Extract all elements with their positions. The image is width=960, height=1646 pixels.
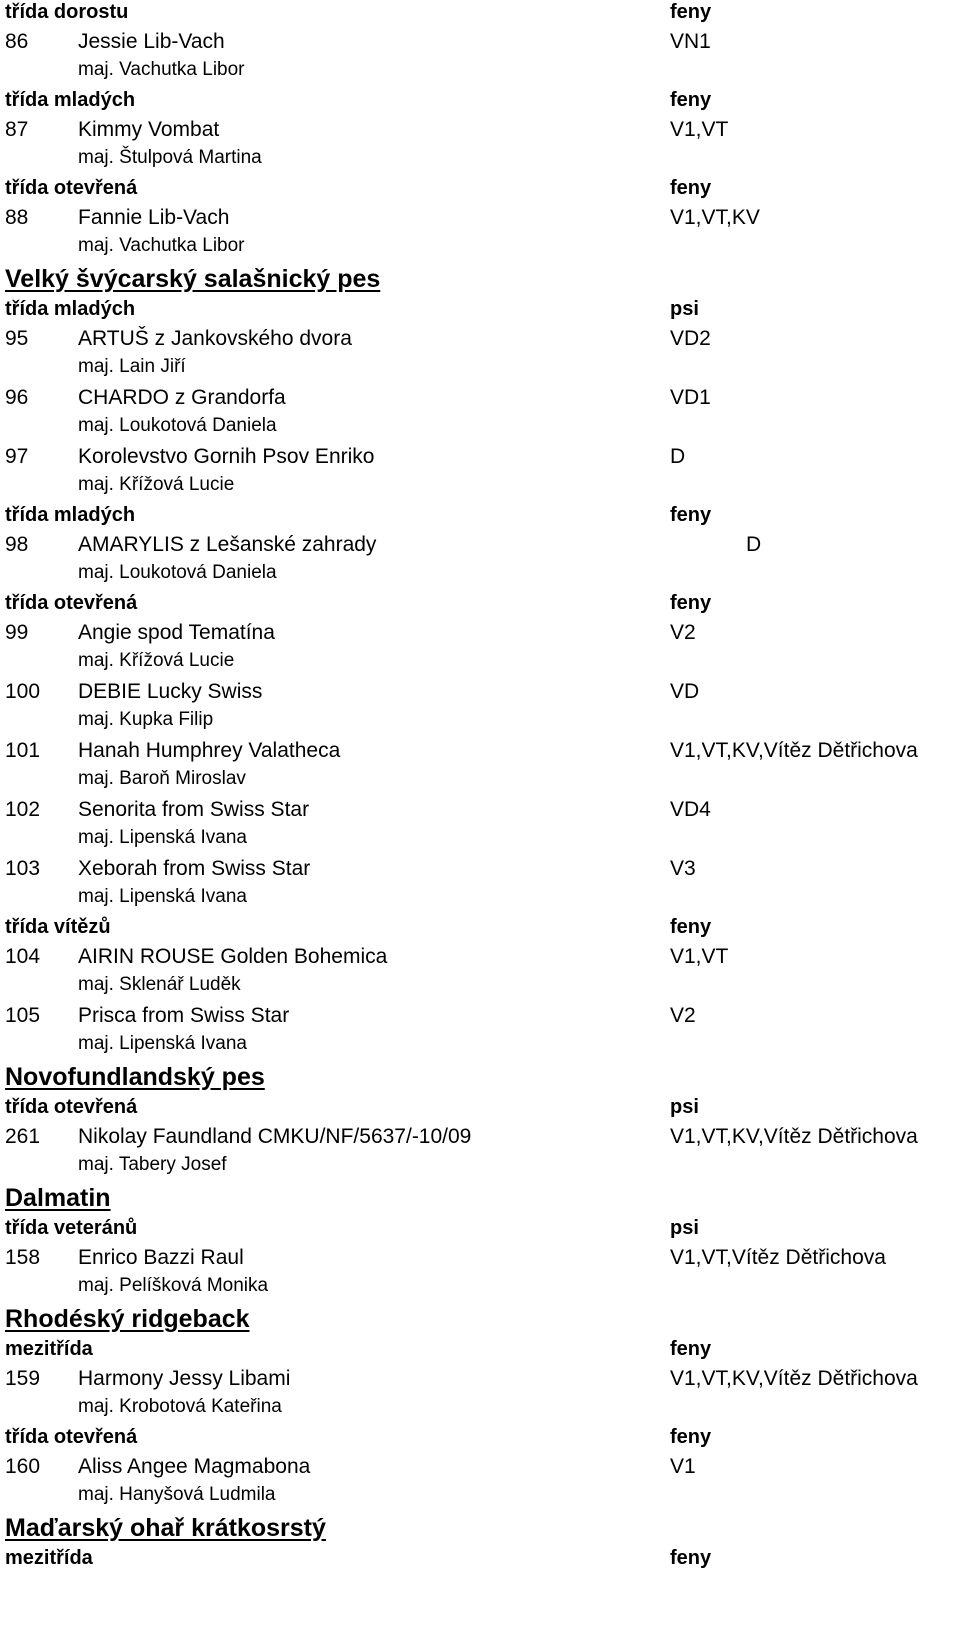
dog-result: V2: [670, 1004, 696, 1027]
dog-result: VD: [670, 680, 700, 703]
catalog-number: 97: [5, 445, 29, 468]
owner-name: maj. Loukotová Daniela: [78, 562, 277, 583]
sex-label: feny: [670, 1, 712, 23]
sex-label: psi: [670, 1096, 699, 1118]
owner-name: maj. Lipenská Ivana: [78, 886, 247, 907]
catalog-number: 95: [5, 327, 29, 350]
catalog-number: 96: [5, 386, 29, 409]
catalog-number: 103: [5, 857, 41, 880]
dog-name: Harmony Jessy Libami: [78, 1367, 291, 1390]
catalog-number: 101: [5, 739, 41, 762]
catalog-number: 88: [5, 206, 29, 229]
class-heading: třída mladých: [5, 89, 136, 111]
owner-name: maj. Krobotová Kateřina: [78, 1396, 282, 1417]
owner-name: maj. Sklenář Luděk: [78, 974, 241, 995]
dog-name: Hanah Humphrey Valatheca: [78, 739, 341, 762]
dog-name: Nikolay Faundland CMKU/NF/5637/-10/09: [78, 1125, 472, 1148]
dog-result: VD1: [670, 386, 711, 409]
class-heading: třída dorostu: [5, 1, 129, 23]
class-heading: třída otevřená: [5, 592, 138, 614]
sex-label: feny: [670, 1426, 712, 1448]
dog-name: CHARDO z Grandorfa: [78, 386, 286, 409]
class-heading: mezitřída: [5, 1338, 93, 1360]
sex-label: feny: [670, 592, 712, 614]
sex-label: feny: [670, 89, 712, 111]
dog-name: Kimmy Vombat: [78, 118, 220, 141]
sex-label: psi: [670, 298, 699, 320]
dog-name: Aliss Angee Magmabona: [78, 1455, 311, 1478]
catalog-number: 98: [5, 533, 29, 556]
owner-name: maj. Baroň Miroslav: [78, 768, 246, 789]
dog-result: V1: [670, 1455, 696, 1478]
dog-result: V1,VT: [670, 945, 729, 968]
dog-name: Senorita from Swiss Star: [78, 798, 310, 821]
dog-name: Fannie Lib-Vach: [78, 206, 230, 229]
catalog-number: 100: [5, 680, 41, 703]
owner-name: maj. Lipenská Ivana: [78, 827, 247, 848]
dog-name: Angie spod Tematína: [78, 621, 275, 644]
catalog-number: 102: [5, 798, 41, 821]
owner-name: maj. Vachutka Libor: [78, 59, 245, 80]
class-heading: třída otevřená: [5, 1426, 138, 1448]
dog-name: Enrico Bazzi Raul: [78, 1246, 244, 1269]
breed-heading: Maďarský ohař krátkosrstý: [5, 1514, 326, 1542]
class-heading: třída mladých: [5, 298, 136, 320]
dog-name: AMARYLIS z Lešanské zahrady: [78, 533, 377, 556]
dog-result: V3: [670, 857, 696, 880]
owner-name: maj. Křížová Lucie: [78, 474, 235, 495]
sex-label: feny: [670, 916, 712, 938]
dog-name: ARTUŠ z Jankovského dvora: [78, 327, 352, 350]
owner-name: maj. Křížová Lucie: [78, 650, 235, 671]
catalog-number: 104: [5, 945, 41, 968]
sex-label: feny: [670, 1547, 712, 1569]
dog-name: Korolevstvo Gornih Psov Enriko: [78, 445, 375, 468]
dog-result: V1,VT,KV,Vítěz Dětřichova: [670, 739, 918, 762]
sex-label: psi: [670, 1217, 699, 1239]
dog-result: V1,VT,KV,Vítěz Dětřichova: [670, 1367, 918, 1390]
catalog-number: 160: [5, 1455, 41, 1478]
dog-name: Jessie Lib-Vach: [78, 30, 225, 53]
owner-name: maj. Hanyšová Ludmila: [78, 1484, 276, 1505]
dog-result: V1,VT,KV,Vítěz Dětřichova: [670, 1125, 918, 1148]
dog-result: VD2: [670, 327, 711, 350]
breed-heading: Novofundlandský pes: [5, 1063, 265, 1091]
catalog-number: 158: [5, 1246, 41, 1269]
dog-result: D: [670, 445, 686, 468]
dog-result: V1,VT: [670, 118, 729, 141]
dog-result: V1,VT,KV: [670, 206, 760, 229]
breed-heading: Velký švýcarský salašnický pes: [5, 265, 381, 293]
owner-name: maj. Kupka Filip: [78, 709, 214, 730]
owner-name: maj. Štulpová Martina: [78, 147, 262, 168]
sex-label: feny: [670, 1338, 712, 1360]
dog-name: Xeborah from Swiss Star: [78, 857, 311, 880]
dog-name: AIRIN ROUSE Golden Bohemica: [78, 945, 388, 968]
catalog-number: 99: [5, 621, 29, 644]
class-heading: třída otevřená: [5, 177, 138, 199]
dog-result: V1,VT,Vítěz Dětřichova: [670, 1246, 886, 1269]
catalog-number: 105: [5, 1004, 41, 1027]
owner-name: maj. Lain Jiří: [78, 356, 186, 377]
catalog-number: 159: [5, 1367, 41, 1390]
dog-result: V2: [670, 621, 696, 644]
catalog-number: 87: [5, 118, 29, 141]
dog-name: DEBIE Lucky Swiss: [78, 680, 263, 703]
class-heading: třída otevřená: [5, 1096, 138, 1118]
catalog-number: 261: [5, 1125, 41, 1148]
dog-result: VN1: [670, 30, 711, 53]
dog-result: D: [746, 533, 762, 556]
owner-name: maj. Pelíšková Monika: [78, 1275, 269, 1296]
dog-result: VD4: [670, 798, 711, 821]
class-heading: třída veteránů: [5, 1217, 138, 1239]
owner-name: maj. Tabery Josef: [78, 1154, 227, 1175]
owner-name: maj. Loukotová Daniela: [78, 415, 277, 436]
class-heading: třída mladých: [5, 504, 136, 526]
owner-name: maj. Vachutka Libor: [78, 235, 245, 256]
owner-name: maj. Lipenská Ivana: [78, 1033, 247, 1054]
sex-label: feny: [670, 177, 712, 199]
class-heading: mezitřída: [5, 1547, 93, 1569]
sex-label: feny: [670, 504, 712, 526]
breed-heading: Dalmatin: [5, 1184, 111, 1212]
catalog-number: 86: [5, 30, 29, 53]
class-heading: třída vítězů: [5, 916, 111, 938]
dog-name: Prisca from Swiss Star: [78, 1004, 290, 1027]
breed-heading: Rhodéský ridgeback: [5, 1305, 250, 1333]
